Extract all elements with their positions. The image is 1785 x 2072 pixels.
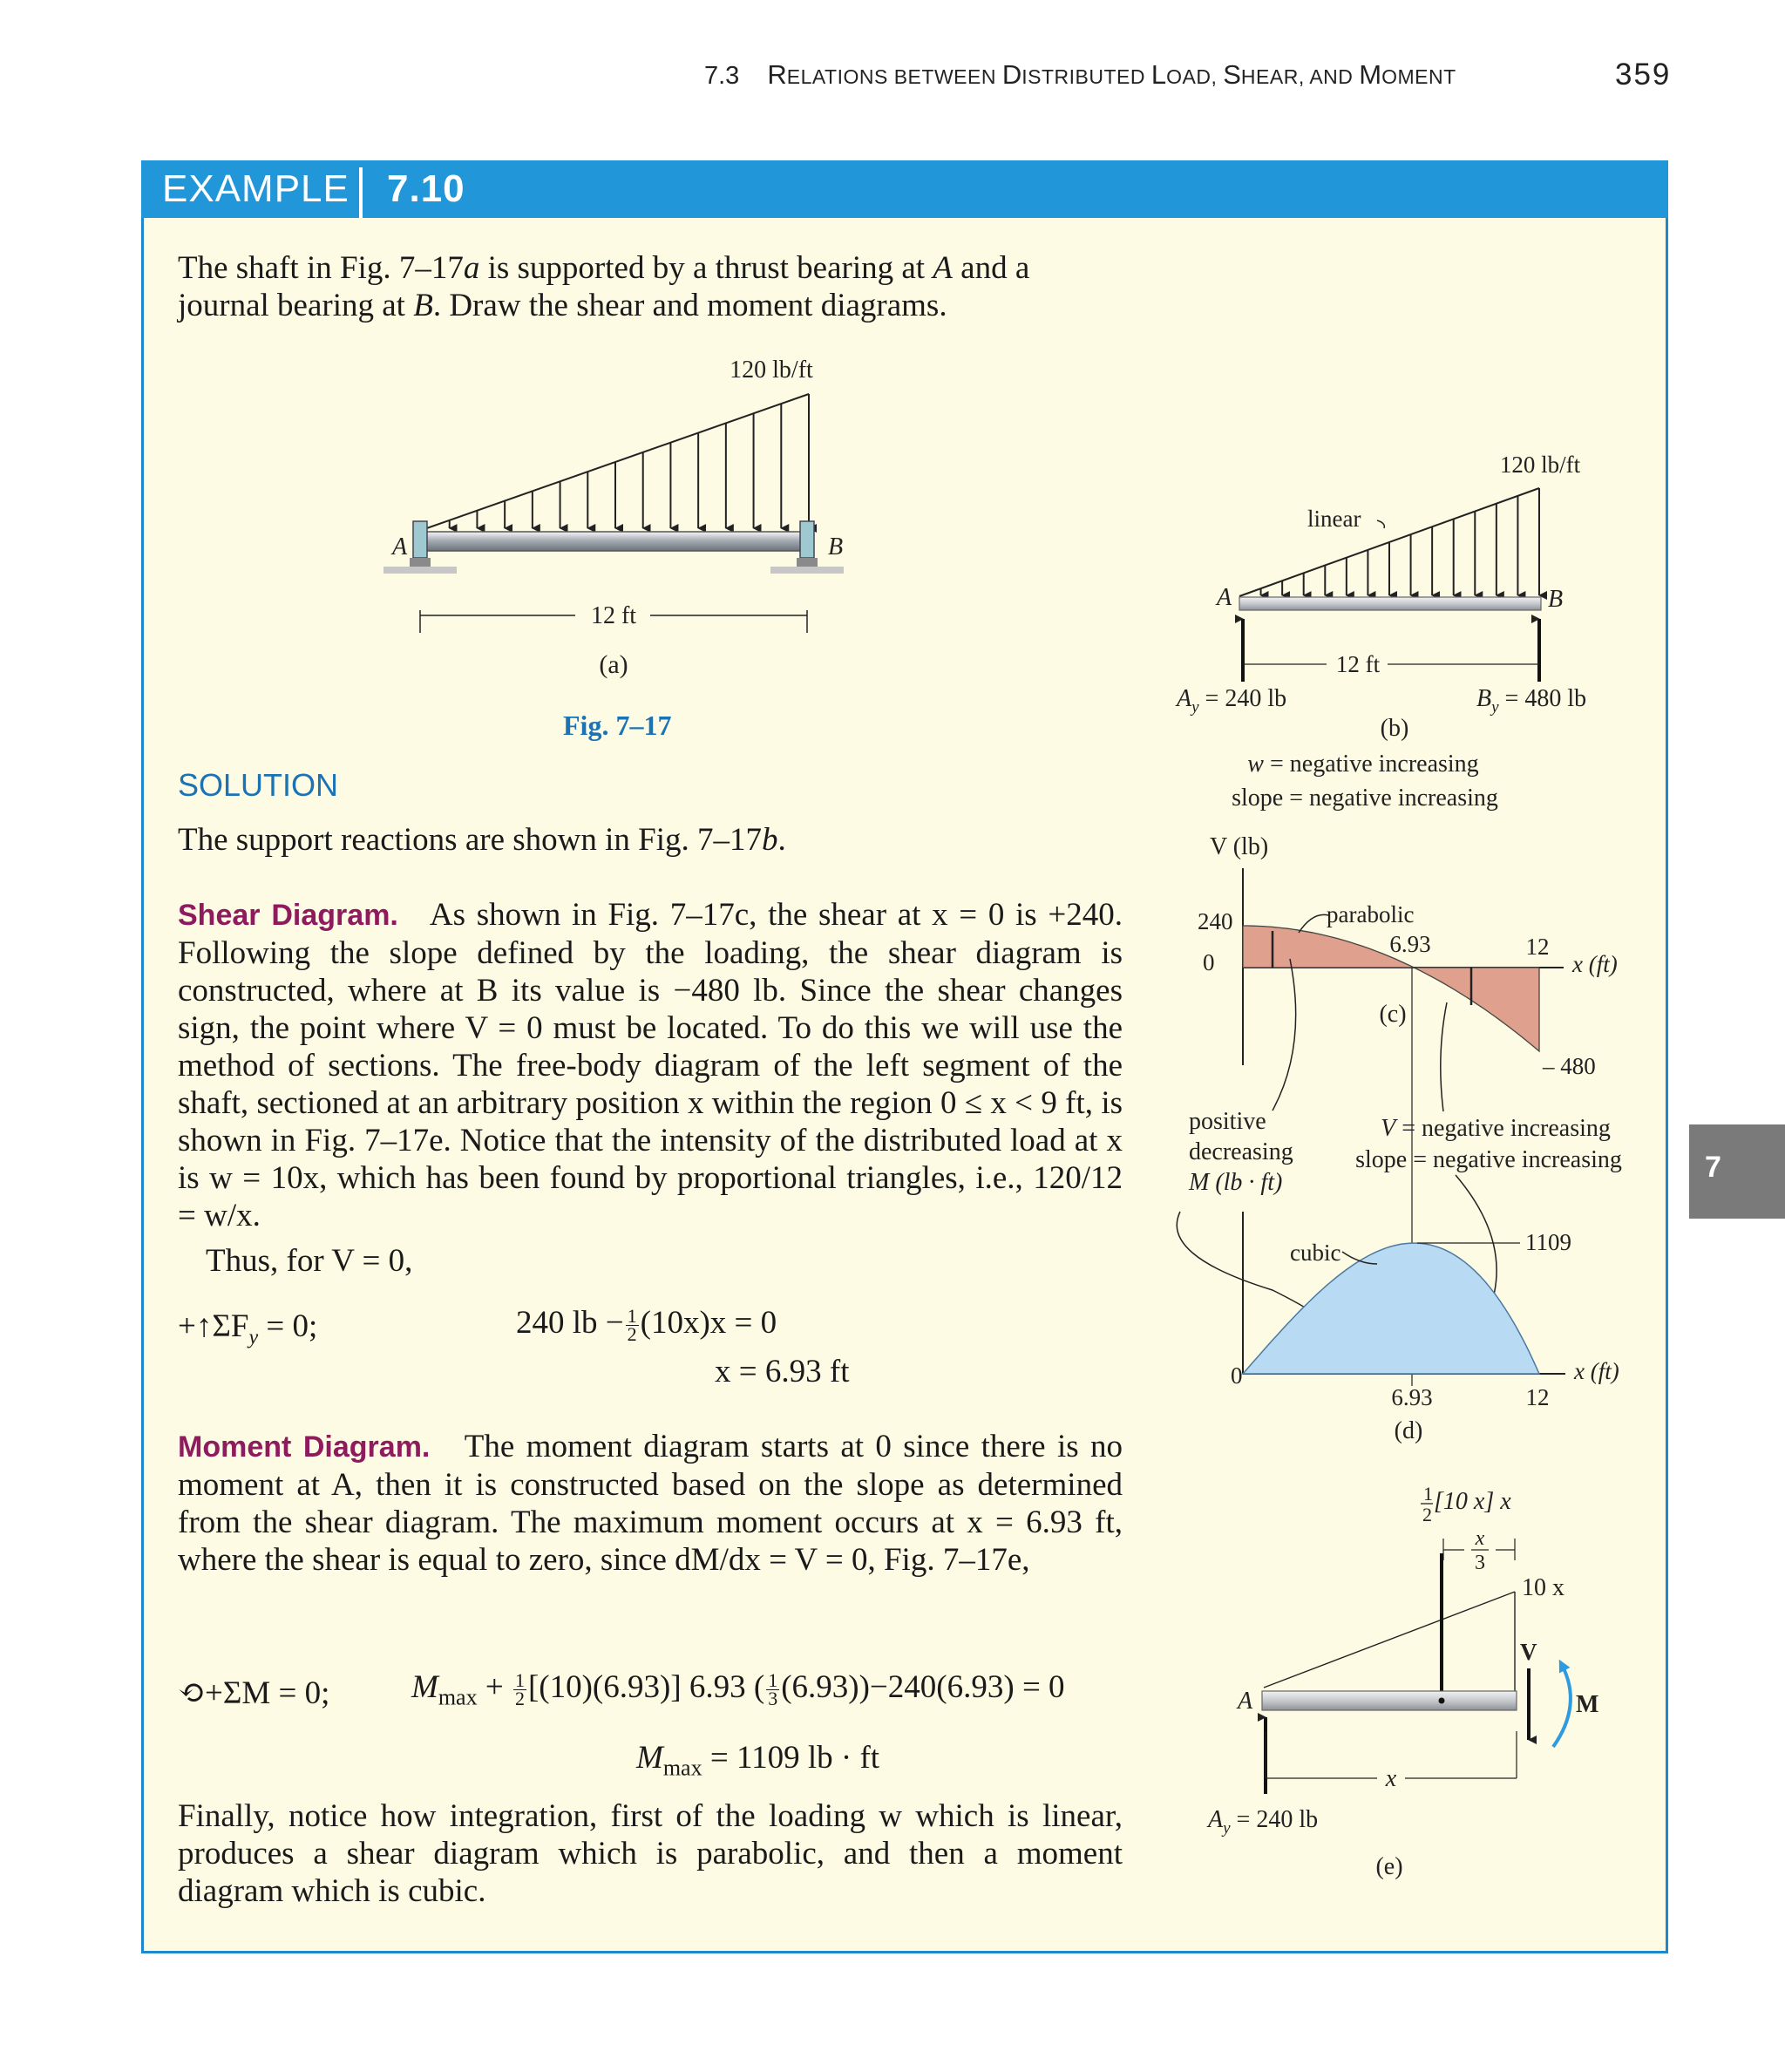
fig-c-parabolic: parabolic	[1327, 901, 1415, 927]
fig-a-base-b	[797, 558, 818, 567]
fig-a-label-a: A	[392, 533, 408, 560]
eq1-left: $+↑\Sigma F_y = 0$;	[178, 1308, 318, 1349]
chapter-tab	[1689, 1124, 1785, 1219]
fig-e-shaft	[1262, 1691, 1517, 1710]
running-head-cap: L	[1150, 59, 1167, 90]
fig-b-linear-label: linear	[1307, 506, 1361, 532]
fig-e-label-a: A	[1238, 1688, 1253, 1715]
eq2-result: $M_{max} = 1109$ lb · ft	[636, 1740, 880, 1781]
fig-d-m1109: 1109	[1525, 1229, 1571, 1255]
running-head-cap: R	[767, 59, 787, 90]
fig-c-note-slope: slope = negative increasing	[1355, 1146, 1622, 1173]
chapter-tab-number: 7	[1705, 1151, 1721, 1184]
example-divider	[359, 167, 363, 218]
support-reactions-text: The support reactions are shown in Fig. 7–17b.	[178, 822, 786, 858]
fig-a-label-b: B	[828, 533, 844, 560]
fig-b-span: 12 ft	[1335, 651, 1381, 677]
thus-text: Thus, for V = 0,	[206, 1243, 413, 1279]
moment-text: The moment diagram starts at 0 since there is no moment at A, then it is constructed based on the slope as determined from the shear diagram. The maximum moment occurs at x = 6.93 ft, where the shear is equal to zero, since dM/dx = V = 0, Fig. 7–17e,	[178, 1429, 1123, 1578]
fig-c-note-v: V = negative increasing	[1381, 1115, 1611, 1142]
fig-d-moment-area	[1243, 1243, 1539, 1374]
fig-c-v240: 240	[1198, 908, 1233, 934]
fig-e-third-n: x	[1475, 1527, 1485, 1550]
fig-a-span: 12 ft	[590, 602, 637, 629]
fig-b-ay: $A_y = 240$ lb	[1177, 685, 1287, 717]
running-head-cap: S	[1223, 59, 1241, 90]
eq2-right: $M_{max}$ + $\frac{1}{2}$ [(10)(6.93)] 6.93 ( $\frac{1}{3}$ (6.93))−240(6.93) = 0	[411, 1669, 1065, 1710]
fig-e-caption: (e)	[1375, 1853, 1403, 1880]
problem-statement: The shaft in Fig. 7–17a is supported by a thrust bearing at A and a journal bearing at B. Draw the shear and moment diagrams.	[178, 250, 1030, 323]
fig-d-x12: 12	[1525, 1384, 1550, 1410]
fig-e-ay: $A_y = 240$ lb	[1208, 1806, 1319, 1838]
fig-e-m-label: M	[1576, 1691, 1599, 1718]
running-head-small: HEAR, AND	[1240, 65, 1360, 88]
running-head	[704, 59, 1456, 91]
running-head-small: OAD,	[1166, 65, 1224, 88]
fig-b-caption: (b)	[1380, 715, 1409, 742]
fig-c-x693: 6.93	[1389, 931, 1431, 957]
figures-b-e	[1159, 445, 1665, 1900]
running-head-small: ELATIONS BETWEEN	[786, 65, 1002, 88]
shear-paragraph	[178, 896, 1123, 1234]
figure-caption: Fig. 7–17	[563, 710, 672, 741]
fig-b-load-arrows	[1261, 488, 1539, 595]
fig-c-note-positive: positive	[1189, 1108, 1266, 1135]
eq2-left: ⟲+ΣM = 0;	[178, 1675, 330, 1711]
fig-d-x693: 6.93	[1391, 1384, 1433, 1410]
running-head-cap: D	[1001, 59, 1022, 90]
fig-e-moment-arrow	[1553, 1665, 1571, 1747]
example-number: 7.10	[387, 167, 465, 210]
fig-b-shaft	[1239, 597, 1541, 610]
fig-a-load-arrows	[450, 394, 809, 528]
moment-heading: Moment Diagram.	[178, 1430, 431, 1464]
running-head-small: OMENT	[1381, 65, 1456, 88]
example-header	[141, 160, 1668, 218]
fig-d-zero: 0	[1231, 1362, 1243, 1389]
shear-heading: Shear Diagram.	[178, 899, 398, 932]
fig-b-load-label: 120 lb/ft	[1499, 452, 1581, 478]
section-title	[767, 59, 1456, 90]
fig-a-load-label: 120 lb/ft	[730, 357, 813, 384]
example-label: EXAMPLE	[162, 167, 350, 210]
shear-text: As shown in Fig. 7–17c, the shear at x = 0 is +240. Following the slope defined by the loading, the shear diagram is constructed, where at B its value is −480 lb. Since the shear changes sign, the point where V = 0 must be located. To do this we will use the method of sections. The free-body diagram of the left segment of the shaft, sectioned at an arbitrary position x within the region 0 ≤ x < 9 ft, is shown in Fig. 7–17e. Notice that the intensity of the distributed load at x is w = 10x, which has been found by proportional triangles, i.e., 120/12 = w/x.	[178, 897, 1123, 1233]
fig-e-load-label: 10 x	[1522, 1574, 1564, 1601]
fig-a-shaft	[425, 532, 802, 551]
fig-d-x-label: x (ft)	[1574, 1358, 1619, 1384]
page-number: 359	[1615, 58, 1672, 92]
fig-a-ground-b	[770, 567, 844, 574]
moment-paragraph	[178, 1428, 1123, 1579]
fig-a-ground-a	[383, 567, 457, 574]
fig-c-x-label: x (ft)	[1572, 951, 1618, 977]
fig-c-axis-label: V (lb)	[1210, 833, 1269, 860]
eq1-result: x = 6.93 ft	[715, 1354, 850, 1389]
fig-c-note-decreasing: decreasing	[1189, 1138, 1293, 1165]
fig-b-label-a: A	[1217, 584, 1232, 611]
fig-d-caption: (d)	[1394, 1417, 1423, 1444]
fig-c-v480: – 480	[1543, 1053, 1596, 1079]
fig-a-caption: (a)	[599, 650, 628, 679]
fig-c-x12: 12	[1525, 934, 1550, 960]
fig-e-third-d: 3	[1475, 1552, 1485, 1574]
eq1-right: 240 lb − $\frac{1}{2}$ (10x)x = 0	[516, 1305, 777, 1346]
fig-a-bearing-a	[413, 521, 427, 558]
final-paragraph: Finally, notice how integration, first of the loading w which is linear, produces a shear diagram which is parabolic, and then a moment diagram which is cubic.	[178, 1798, 1123, 1909]
fig-e-load-line	[1264, 1592, 1515, 1688]
fig-b-note-slope: slope = negative increasing	[1232, 785, 1498, 812]
fig-c-note-m: M (lb · ft)	[1189, 1169, 1283, 1196]
running-head-cap: M	[1359, 59, 1382, 90]
fig-a-bearing-b	[800, 521, 814, 558]
section-number: 7.3	[704, 62, 740, 90]
fig-a-base-a	[410, 558, 431, 567]
fig-b-note-w: w = negative increasing	[1247, 751, 1479, 778]
fig-e-v-label: V	[1520, 1639, 1537, 1665]
fig-c-v0: 0	[1203, 949, 1215, 975]
running-head-small: ISTRIBUTED	[1021, 65, 1151, 88]
fig-e-x-label: x	[1385, 1765, 1397, 1792]
fig-e-resultant: $^1$ 2[10 x] x	[1422, 1483, 1511, 1525]
fig-b-by: $B_y = 480$ lb	[1476, 685, 1587, 717]
fig-c-caption: (c)	[1379, 1001, 1407, 1028]
figure-a	[366, 349, 872, 689]
solution-heading: SOLUTION	[178, 767, 339, 803]
fig-b-label-b: B	[1548, 586, 1564, 613]
fig-d-cubic: cubic	[1290, 1240, 1341, 1266]
